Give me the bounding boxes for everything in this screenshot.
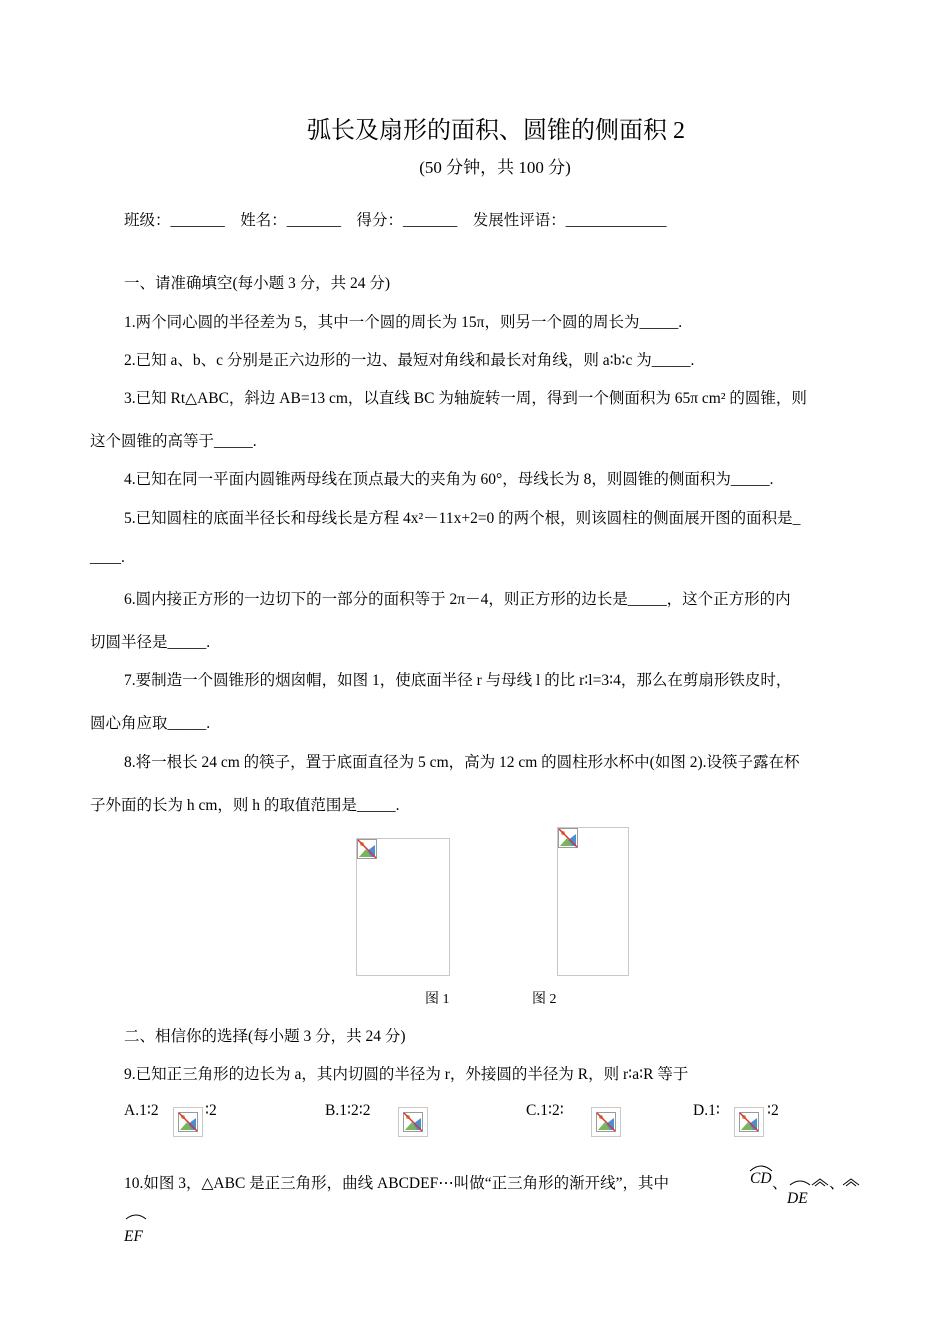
question-8-line-2: 子外面的长为 h cm，则 h 的取值范围是_____.	[90, 797, 400, 814]
formula-fragment-mark	[842, 1177, 860, 1187]
arc-de-mark	[788, 1178, 812, 1186]
broken-image-icon	[178, 1112, 198, 1132]
page-title: 弧长及扇形的面积、圆锥的侧面积 2	[307, 118, 685, 144]
figure-2-caption: 图 2	[532, 992, 557, 1007]
broken-image-icon	[596, 1112, 616, 1132]
question-2: 2.已知 a、b、c 分别是正六边形的一边、最短对角线和最长对角线，则 a∶b∶c 为_____.	[124, 352, 695, 369]
question-7-line-1: 7.要制造一个圆锥形的烟囱帽，如图 1，使底面半径 r 与母线 l 的比 r∶l=3∶4，那么在剪扇形铁皮时，	[124, 672, 792, 689]
info-line: 班级：_______ 姓名：_______ 得分：_______ 发展性评语：_____________	[124, 212, 667, 229]
broken-image-icon	[403, 1112, 423, 1132]
arc-separator-1: 、	[772, 1175, 788, 1192]
arc-cd-label: CD	[750, 1170, 772, 1187]
arc-separator-2: 、	[829, 1175, 845, 1192]
option-c-formula-image	[591, 1107, 621, 1137]
question-9: 9.已知正三角形的边长为 a，其内切圆的半径为 r，外接圆的半径为 R，则 r∶a∶R 等于	[124, 1066, 689, 1083]
question-5-line-2: ____.	[90, 549, 125, 566]
question-7-line-2: 圆心角应取_____.	[90, 715, 211, 732]
option-c-text: C.1∶2∶	[526, 1102, 564, 1119]
broken-image-icon	[558, 828, 578, 848]
broken-image-icon	[357, 839, 377, 859]
question-8-line-1: 8.将一根长 24 cm 的筷子，置于底面直径为 5 cm，高为 12 cm 的圆柱形水杯中(如图 2).设筷子露在杯	[124, 754, 800, 771]
option-a-text-1: A.1∶2	[124, 1102, 159, 1119]
arc-de-label: DE	[787, 1190, 808, 1207]
arc-ef-label: EF	[124, 1228, 143, 1245]
question-6-line-1: 6.圆内接正方形的一边切下的一部分的面积等于 2π－4，则正方形的边长是_____，这个正方形的内	[124, 591, 791, 608]
formula-fragment-mark	[811, 1177, 829, 1187]
option-a-formula-image	[173, 1107, 203, 1137]
section-1-heading: 一、请准确填空(每小题 3 分，共 24 分)	[124, 275, 391, 292]
section-2-heading: 二、相信你的选择(每小题 3 分，共 24 分)	[124, 1028, 406, 1045]
option-a-text-2: ∶2	[205, 1102, 217, 1119]
broken-image-icon	[739, 1112, 759, 1132]
question-3-line-1: 3.已知 Rt△ABC，斜边 AB=13 cm，以直线 BC 为轴旋转一周，得到一个侧面积为 65π cm² 的圆锥，则	[124, 390, 807, 407]
question-3-line-2: 这个圆锥的高等于_____.	[90, 433, 257, 450]
question-4: 4.已知在同一平面内圆锥两母线在顶点最大的夹角为 60°，母线长为 8，则圆锥的侧面积为_____.	[124, 471, 774, 488]
option-d-text-2: ∶2	[767, 1102, 779, 1119]
option-d-formula-image	[734, 1107, 764, 1137]
figure-1-caption: 图 1	[425, 992, 450, 1007]
figure-2-image	[557, 827, 629, 976]
option-b-formula-image	[398, 1107, 428, 1137]
option-d-text-1: D.1∶	[693, 1102, 720, 1119]
question-10: 10.如图 3，△ABC 是正三角形，曲线 ABCDEF⋯叫做“正三角形的渐开线”，其中	[124, 1175, 669, 1192]
arc-ef-mark	[124, 1212, 148, 1220]
option-b-text: B.1∶2∶2	[325, 1102, 371, 1119]
figure-1-image	[356, 838, 450, 976]
question-1: 1.两个同心圆的半径差为 5，其中一个圆的周长为 15π，则另一个圆的周长为_____.	[124, 314, 683, 331]
question-5-line-1: 5.已知圆柱的底面半径长和母线长是方程 4x²－11x+2=0 的两个根，则该圆柱的侧面展开图的面积是_	[124, 510, 801, 527]
question-6-line-2: 切圆半径是_____.	[90, 634, 211, 651]
page-subtitle: (50 分钟，共 100 分)	[419, 158, 571, 177]
